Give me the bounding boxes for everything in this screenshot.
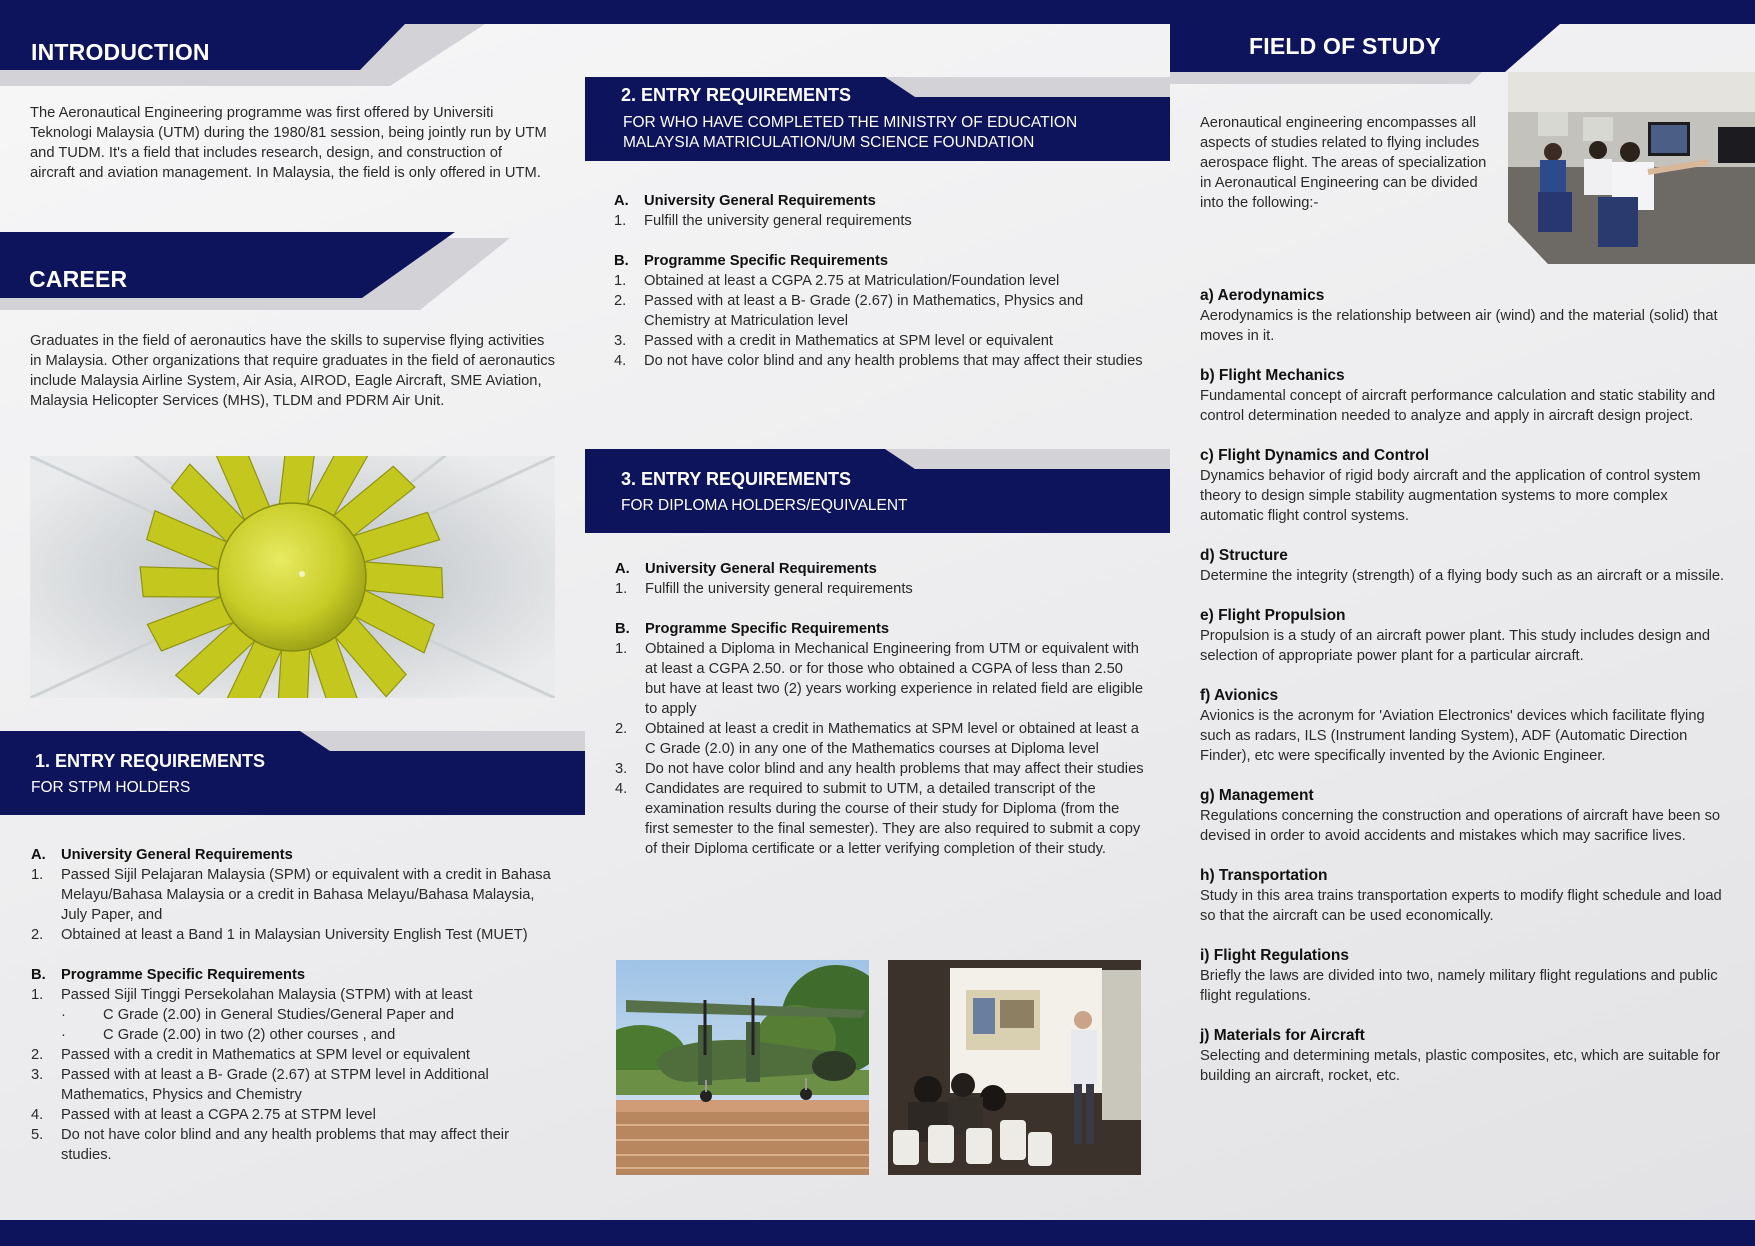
entry-title: f) Avionics <box>1200 687 1279 704</box>
aircraft-illustration <box>616 960 869 1175</box>
entry1-section-b-title: Programme Specific Requirements <box>61 967 306 983</box>
item-number: 1. <box>615 581 628 597</box>
list-item <box>614 211 1144 231</box>
list-item <box>615 759 1145 779</box>
entry-title: e) Flight Propulsion <box>1200 607 1346 624</box>
entry-text: Determine the integrity (strength) of a flying body such as an aircraft or a missile. <box>1200 568 1725 584</box>
entry-text: Aerodynamics is the relationship between air (wind) and the material (solid) that moves in it. <box>1200 308 1718 344</box>
entry-text: Study in this area trains transportation experts to modify flight schedule and load so that the aircraft can be used economically. <box>1200 888 1722 924</box>
introduction-title: INTRODUCTION <box>31 39 210 65</box>
entry2-title: 2. ENTRY REQUIREMENTS <box>621 85 852 105</box>
list-item <box>614 291 1144 331</box>
entry-title: g) Management <box>1200 787 1314 804</box>
list-item <box>31 1065 551 1105</box>
list-item <box>31 1125 551 1165</box>
sub-item-text: C Grade (2.00) in General Studies/General Paper and <box>103 1007 455 1023</box>
list-item <box>1200 866 1725 926</box>
list-item <box>615 639 1145 719</box>
item-text: Candidates are required to submit to UTM, a detailed transcript of the examination results during the course of their study for Diploma (from the first semester to the final semester). They are also required to submit a copy of their Diploma certificate or a letter verifying completion of their study. <box>645 781 1141 857</box>
item-text: Obtained a Diploma in Mechanical Engineering from UTM or equivalent with at least a CGPA 2.50. or for those who obtained a CGPA of less than 2.50 but have at least two (2) years working experience in related field are eligible to apply <box>645 641 1144 717</box>
entry2-subtitle-line2: MALAYSIA MATRICULATION/UM SCIENCE FOUNDATION <box>623 134 1035 151</box>
entry-title: i) Flight Regulations <box>1200 947 1349 964</box>
entry-text: Fundamental concept of aircraft performance calculation and static stability and control determination needed to analyze and apply in aircraft design project. <box>1200 388 1716 424</box>
computer-lab-illustration <box>1508 72 1755 264</box>
career-banner <box>0 232 520 312</box>
entry-text: Dynamics behavior of rigid body aircraft and the application of control system theory to design simple stability augmentation systems to more complex automatic flight control systems. <box>1200 468 1701 524</box>
entry-title: j) Materials for Aircraft <box>1200 1027 1365 1044</box>
bullet-icon: · <box>61 1007 66 1023</box>
list-item <box>31 985 551 1005</box>
item-number: 3. <box>31 1067 44 1083</box>
entry3-section-b-letter: B. <box>615 621 630 637</box>
item-number: 1. <box>615 641 628 657</box>
entry2-section-a-title: University General Requirements <box>644 193 876 209</box>
item-text: Obtained at least a Band 1 in Malaysian University English Test (MUET) <box>61 927 528 943</box>
list-item <box>1200 786 1725 846</box>
item-text: Do not have color blind and any health problems that may affect their studies <box>644 353 1143 369</box>
turbine-fan-photo <box>30 456 555 698</box>
item-number: 1. <box>614 213 627 229</box>
list-item <box>1200 1026 1725 1086</box>
entry2-requirements <box>614 191 1144 371</box>
entry1-title: 1. ENTRY REQUIREMENTS <box>35 751 266 771</box>
item-number: 2. <box>31 1047 44 1063</box>
item-text: Obtained at least a CGPA 2.75 at Matriculation/Foundation level <box>644 273 1060 289</box>
entry2-section-b-letter: B. <box>614 253 629 269</box>
list-item <box>614 271 1144 291</box>
entry1-section-b-heading <box>31 965 551 985</box>
item-number: 4. <box>31 1107 44 1123</box>
list-item <box>31 865 551 925</box>
sub-item-text: C Grade (2.00) in two (2) other courses , and <box>103 1027 396 1043</box>
entry2-subtitle-line1: FOR WHO HAVE COMPLETED THE MINISTRY OF EDUCATION <box>623 114 1078 131</box>
entry1-requirements <box>31 845 551 1165</box>
entry-text: Regulations concerning the construction and operations of aircraft have been so devised in order to avoid accidents and mistakes which may sacrifice lives. <box>1200 808 1721 844</box>
item-number: 1. <box>31 987 44 1003</box>
item-text: Passed with a credit in Mathematics at SPM level or equivalent <box>61 1047 470 1063</box>
entry-title: c) Flight Dynamics and Control <box>1200 447 1430 464</box>
introduction-banner <box>0 24 500 86</box>
entry1-section-a-heading <box>31 845 551 865</box>
item-number: 2. <box>615 721 628 737</box>
entry1-banner-shape <box>0 731 585 815</box>
list-item <box>615 719 1145 759</box>
entry-text: Propulsion is a study of an aircraft power plant. This study includes design and selection of appropriate power plant for a particular aircraft. <box>1200 628 1710 664</box>
list-item <box>614 351 1144 371</box>
item-text: Do not have color blind and any health problems that may affect their studies <box>645 761 1144 777</box>
entry-title: d) Structure <box>1200 547 1288 564</box>
sub-list-item <box>31 1025 551 1045</box>
item-text: Do not have color blind and any health problems that may affect their studies. <box>61 1127 509 1163</box>
list-item <box>1200 446 1725 526</box>
list-item <box>31 1045 551 1065</box>
entry1-banner <box>0 731 585 815</box>
item-text: Obtained at least a credit in Mathematics at SPM level or obtained at least a C Grade (2.0) in any one of the Mathematics courses at Diploma level <box>645 721 1139 757</box>
item-number: 3. <box>614 333 627 349</box>
list-item <box>1200 286 1725 346</box>
entry3-banner-shape <box>585 449 1170 533</box>
list-item <box>615 579 1145 599</box>
bullet-icon: · <box>61 1027 66 1043</box>
list-item <box>31 925 551 945</box>
item-number: 4. <box>615 781 628 797</box>
entry-text: Avionics is the acronym for 'Aviation Electronics' devices which facilitate flying such as radars, ILS (Instrument landing System), ADF (Automatic Direction Finder), etc were specifically invented by the Avionic Engineer. <box>1200 708 1705 764</box>
career-title: CAREER <box>29 266 128 292</box>
item-text: Passed with at least a B- Grade (2.67) in Mathematics, Physics and Chemistry at Matriculation level <box>644 293 1084 329</box>
entry-title: h) Transportation <box>1200 867 1328 884</box>
item-text: Passed with at least a B- Grade (2.67) at STPM level in Additional Mathematics, Physics and Chemistry <box>61 1067 489 1103</box>
entry3-subtitle: FOR DIPLOMA HOLDERS/EQUIVALENT <box>621 497 908 514</box>
top-bar <box>0 0 1755 24</box>
computer-lab-photo <box>1508 72 1755 264</box>
list-item <box>614 331 1144 351</box>
entry-title: b) Flight Mechanics <box>1200 367 1345 384</box>
entry3-section-a-title: University General Requirements <box>645 561 877 577</box>
item-text: Passed with a credit in Mathematics at SPM level or equivalent <box>644 333 1053 349</box>
aircraft-photo <box>616 960 869 1175</box>
item-text: Fulfill the university general requirements <box>645 581 913 597</box>
introduction-text: The Aeronautical Engineering programme was first offered by Universiti Teknologi Malaysia (UTM) during the 1980/81 session, being jointly run by UTM and TUDM. It's a field that includes research, design, and construction of aircraft and aviation management. In Malaysia, the field is only offered in UTM. <box>30 105 547 181</box>
bottom-bar <box>0 1220 1755 1246</box>
entry3-banner <box>585 449 1170 533</box>
entry-text: Selecting and determining metals, plastic composites, etc, which are suitable for building an aircraft, rocket, etc. <box>1200 1048 1721 1084</box>
entry3-section-b-title: Programme Specific Requirements <box>645 621 890 637</box>
entry3-title: 3. ENTRY REQUIREMENTS <box>621 469 852 489</box>
entry3-section-b-heading <box>615 619 1145 639</box>
entry2-section-a-heading <box>614 191 1144 211</box>
item-text: Passed Sijil Tinggi Persekolahan Malaysia (STPM) with at least <box>61 987 473 1003</box>
entry3-requirements <box>615 559 1145 859</box>
lecture-photo <box>888 960 1141 1175</box>
entry2-banner <box>585 77 1170 161</box>
item-text: Passed with at least a CGPA 2.75 at STPM level <box>61 1107 376 1123</box>
item-text: Passed Sijil Pelajaran Malaysia (SPM) or equivalent with a credit in Bahasa Melayu/Bahasa Malaysia or a credit in Bahasa Melayu/Bahasa Malaysia, July Paper, and <box>61 867 551 923</box>
item-number: 1. <box>614 273 627 289</box>
field-of-study-list <box>1200 286 1725 1106</box>
item-text: Fulfill the university general requirements <box>644 213 912 229</box>
entry2-section-b-heading <box>614 251 1144 271</box>
lecture-illustration <box>888 960 1141 1175</box>
entry3-section-a-heading <box>615 559 1145 579</box>
item-number: 5. <box>31 1127 44 1143</box>
entry1-section-a-letter: A. <box>31 847 46 863</box>
list-item <box>1200 686 1725 766</box>
entry2-section-a-letter: A. <box>614 193 629 209</box>
item-number: 2. <box>614 293 627 309</box>
field-of-study-title: FIELD OF STUDY <box>1249 33 1441 59</box>
field-of-study-intro: Aeronautical engineering encompasses all aspects of studies related to flying includes aerospace flight. The areas of specialization in Aeronautical Engineering can be divided into the following:- <box>1200 115 1487 211</box>
entry-text: Briefly the laws are divided into two, namely military flight regulations and public flight regulations. <box>1200 968 1718 1004</box>
list-item <box>1200 946 1725 1006</box>
entry-title: a) Aerodynamics <box>1200 287 1325 304</box>
turbine-fan-illustration <box>30 456 555 698</box>
entry1-section-a-title: University General Requirements <box>61 847 293 863</box>
item-number: 2. <box>31 927 44 943</box>
item-number: 3. <box>615 761 628 777</box>
sub-list-item <box>31 1005 551 1025</box>
list-item <box>1200 546 1725 586</box>
list-item <box>31 1105 551 1125</box>
entry2-section-b-title: Programme Specific Requirements <box>644 253 889 269</box>
list-item <box>615 779 1145 859</box>
entry1-section-b-letter: B. <box>31 967 46 983</box>
item-number: 1. <box>31 867 44 883</box>
career-text: Graduates in the field of aeronautics have the skills to supervise flying activities in Malaysia. Other organizations that require graduates in the field of aeronautics include Malaysia Airline System, Air Asia, AIROD, Eagle Aircraft, SME Aviation, Malaysia Helicopter Services (MHS), TLDM and PDRM Air Unit. <box>30 333 555 409</box>
list-item <box>1200 606 1725 666</box>
entry1-subtitle: FOR STPM HOLDERS <box>31 779 191 796</box>
list-item <box>1200 366 1725 426</box>
item-number: 4. <box>614 353 627 369</box>
entry3-section-a-letter: A. <box>615 561 630 577</box>
